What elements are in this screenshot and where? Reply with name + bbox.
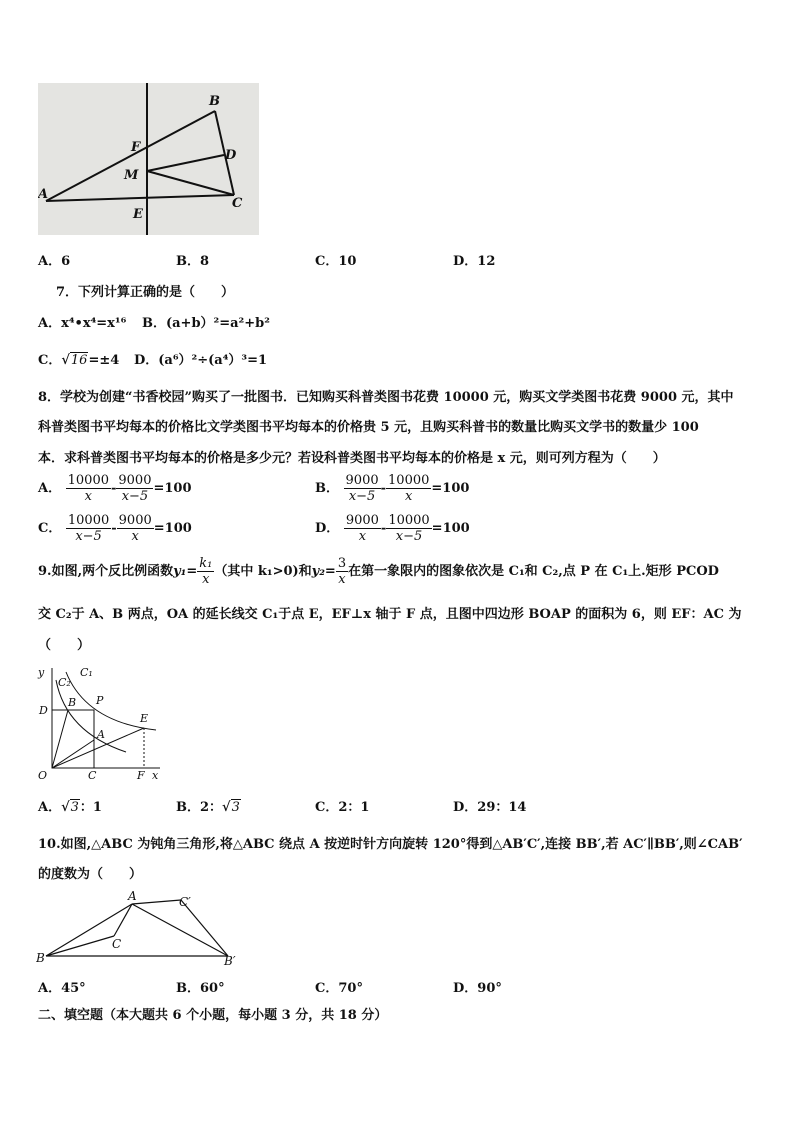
minus-sign: -: [380, 521, 387, 536]
q9-option-b-prefix: B．2：: [176, 800, 223, 815]
q7-option-c: C．√16=±4: [38, 353, 120, 368]
question9-graph: [36, 662, 166, 780]
question6-figure: [38, 83, 259, 235]
q9-option-a-suffix: ：1: [79, 800, 102, 815]
q8-b-num1: 9000: [345, 473, 379, 488]
label-c2: C₂: [58, 676, 71, 689]
q6-option-c: C．10: [315, 254, 357, 269]
label-b: B: [36, 951, 45, 965]
q9-option-a-prefix: A．: [38, 800, 62, 815]
label-D: D: [225, 148, 237, 163]
q8-b-num2: 10000: [388, 473, 430, 488]
q8-b-den2: x: [405, 489, 413, 504]
q8-a-rhs: =100: [153, 481, 192, 496]
q8-c-den2: x: [131, 529, 139, 544]
q6-option-b: B．8: [176, 254, 210, 269]
q8-d-den2: x−5: [395, 529, 423, 544]
q10-option-b: B．60°: [176, 981, 225, 996]
label-F: F: [131, 140, 141, 155]
q9-option-a: A．√3：1: [38, 800, 102, 815]
label-p: P: [96, 694, 104, 707]
q9-y1: y₁=: [173, 564, 198, 579]
q9-option-b-radicand: 3: [231, 800, 240, 815]
q8-option-c: [38, 513, 192, 544]
q8-b-rhs: =100: [431, 481, 470, 496]
label-E: E: [133, 207, 143, 222]
minus-sign: -: [380, 481, 387, 496]
q8-c-den1: x−5: [75, 529, 102, 544]
q9-y2: y₂=: [311, 564, 336, 579]
label-c1: C₁: [80, 666, 93, 679]
q9-k1: k₁: [199, 556, 213, 571]
q9-rest1: 在第一象限内的图象依次是 C₁和 C₂,点 P 在 C₁上.矩形 PCOD: [348, 564, 719, 579]
q6-option-d: D．12: [453, 254, 496, 269]
q7-option-c-radicand: 16: [70, 353, 88, 368]
label-A: A: [38, 187, 49, 202]
q8-a-den2: x−5: [121, 489, 149, 504]
label-b: B: [68, 696, 77, 709]
q8-option-c-label: C．: [38, 521, 62, 536]
q8-option-d-label: D．: [315, 521, 340, 536]
q7-stem: 7．下列计算正确的是（ ）: [56, 285, 235, 300]
q8-line3: 本．求科普类图书平均每本的价格是多少元？若设科普类图书平均每本的价格是 x 元，则可列方程为（ ）: [38, 451, 666, 466]
q8-a-num2: 9000: [118, 473, 152, 488]
label-B: B: [209, 94, 220, 109]
q7-option-c-suffix: =±4: [88, 353, 120, 368]
label-e: E: [140, 712, 149, 725]
label-C: C: [232, 196, 243, 211]
q8-d-num1: 9000: [345, 513, 379, 528]
q9-three: 3: [337, 556, 347, 571]
q8-c-num1: 10000: [67, 513, 110, 528]
q8-option-b: [315, 473, 469, 504]
q10-option-d: D．90°: [453, 981, 502, 996]
q8-c-rhs: =100: [153, 521, 192, 536]
q9-x2: x: [338, 572, 346, 587]
q8-d-num2: 10000: [388, 513, 430, 528]
q9-line2: 交 C₂于 A、B 两点，OA 的延长线交 C₁于点 E，EF⊥x 轴于 F 点，且图中四边形 BOAP 的面积为 6，则 EF：AC 为: [38, 607, 742, 622]
label-d: D: [39, 704, 48, 717]
q10-option-c: C．70°: [315, 981, 363, 996]
section2-title: 二、填空题（本大题共 6 个小题，每小题 3 分，共 18 分）: [38, 1008, 388, 1023]
q9-x1: x: [202, 572, 210, 587]
q7-option-b: B．(a+b）²=a²+b²: [142, 316, 270, 331]
q9-option-b: B．2：√3: [176, 800, 240, 815]
label-o: O: [38, 769, 48, 780]
q7-option-d: D．(a⁶）²÷(a⁴）³=1: [134, 353, 268, 368]
label-x: x: [152, 769, 159, 780]
q8-line1: 8．学校为创建“书香校园”购买了一批图书．已知购买科普类图书花费 10000 元，购买文学类图书花费 9000 元，其中: [38, 390, 734, 405]
q8-b-den1: x−5: [348, 489, 376, 504]
label-M: M: [124, 168, 139, 183]
label-f: F: [137, 769, 145, 780]
q9-option-c: C．2：1: [315, 800, 370, 815]
q8-d-rhs: =100: [431, 521, 470, 536]
label-c: C: [88, 769, 97, 780]
q7-option-a: A．x⁴•x⁴=x¹⁶: [38, 316, 127, 331]
q8-option-d: [315, 513, 470, 544]
label-c-prime: C′: [179, 895, 191, 909]
q10-line1: 10.如图,△ABC 为钝角三角形,将△ABC 绕点 A 按逆时针方向旋转 120°得到△AB′C′,连接 BB′,若 AC′∥BB′,则∠CAB′: [38, 837, 743, 852]
label-a: A: [97, 728, 105, 741]
label-y: y: [38, 666, 45, 679]
q8-d-den1: x: [358, 529, 367, 544]
q8-option-b-label: B．: [315, 481, 339, 496]
q9-prefix: 9.如图,两个反比例函数: [38, 564, 174, 579]
label-b-prime: B′: [224, 954, 236, 968]
minus-sign: -: [111, 521, 117, 536]
q8-line2: 科普类图书平均每本的价格比文学类图书平均每本的价格贵 5 元，且购买科普书的数量比购买文学书的数量少 100: [38, 420, 699, 435]
question10-figure: [36, 888, 242, 968]
q9-line3: （ ）: [38, 638, 91, 653]
q8-a-den1: x: [84, 489, 92, 504]
q6-option-a: A．6: [38, 254, 71, 269]
q10-line2: 的度数为（ ）: [38, 867, 143, 882]
q8-a-num1: 10000: [67, 473, 109, 488]
q9-option-d: D．29：14: [453, 800, 527, 815]
q7-option-c-prefix: C．: [38, 353, 62, 368]
question6-figure-drawing: [38, 83, 259, 235]
minus-sign: -: [110, 481, 117, 496]
q9-line1: [38, 556, 719, 587]
q8-c-num2: 9000: [118, 513, 152, 528]
q9-mid1: （其中 k₁>0)和: [214, 564, 312, 579]
q8-option-a-label: A．: [38, 481, 62, 496]
q9-option-a-radicand: 3: [70, 800, 79, 815]
q10-option-a: A．45°: [38, 981, 86, 996]
label-a: A: [128, 889, 137, 903]
q8-option-a: [38, 473, 192, 504]
label-c: C: [112, 937, 122, 951]
